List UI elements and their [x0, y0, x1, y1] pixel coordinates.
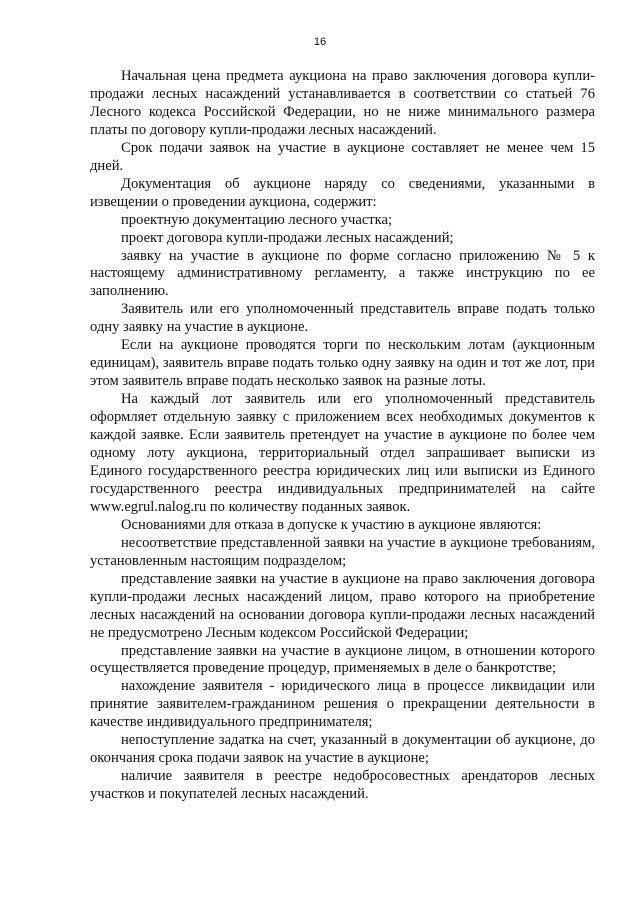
paragraph: На каждый лот заявитель или его уполномоченный представитель оформляет отдельную заявку с приложением всех необходимых документов к каждой заявке. Если заявитель претендует на участие в аукционе по более чем одному лоту аукциона, территориальный отдел запрашивает выписки из Единого государственного реестра юридических лиц или выписки из Единого государственного реестра индивидуальных предпринимателей на сайте www.egrul.nalog.ru по количеству поданных заявок.	[90, 391, 595, 515]
paragraph: Срок подачи заявок на участие в аукционе составляет не менее чем 15 дней.	[90, 139, 595, 174]
list-item: представление заявки на участие в аукционе лицом, в отношении которого осуществляется проведение процедур, применяемых в деле о банкротстве;	[90, 642, 595, 677]
list-item: проектную документацию лесного участка;	[121, 211, 393, 228]
list-item: проект договора купли-продажи лесных насаждений;	[121, 229, 454, 246]
list-item: заявку на участие в аукционе по форме согласно приложению № 5 к настоящему административному регламенту, а также инструкцию по ее заполнению.	[90, 247, 595, 300]
list-item: непоступление задатка на счет, указанный в документации об аукционе, до окончания срока подачи заявок на участие в аукционе;	[90, 732, 595, 767]
paragraph: Если на аукционе проводятся торги по нескольким лотам (аукционным единицам), заявитель вправе подать только одну заявку на один и тот же лот, при этом заявитель вправе подать несколько заявок на разные лоты.	[90, 337, 595, 390]
list-item: нахождение заявителя - юридического лица в процессе ликвидации или принятие заявителем-гражданином решения о прекращении деятельности в качестве индивидуального предпринимателя;	[90, 678, 595, 731]
paragraph: Основаниями для отказа в допуске к участию в аукционе являются:	[121, 516, 542, 533]
page-number: 16	[313, 36, 327, 48]
paragraph: Начальная цена предмета аукциона на право заключения договора купли-продажи лесных насаждений устанавливается в соответствии со статьей 76 Лесного кодекса Российской Федерации, но не ниже минимального размера платы по договору купли-продажи лесных насаждений.	[90, 68, 595, 138]
list-item: представление заявки на участие в аукционе на право заключения договора купли-продажи лесных насаждений лицом, право которого на приобретение лесных насаждений на основании договора купли-продажи лесных насаждений не предусмотрено Лесным кодексом Российской Федерации;	[90, 570, 595, 641]
list-item: несоответствие представленной заявки на участие в аукционе требованиям, установленным настоящим подразделом;	[90, 534, 595, 569]
paragraph: Заявитель или его уполномоченный представитель вправе подать только одну заявку на участие в аукционе.	[90, 301, 595, 336]
paragraph: Документация об аукционе наряду со сведениями, указанными в извещении о проведении аукциона, содержит:	[90, 175, 595, 210]
body-text	[90, 68, 595, 804]
list-item: наличие заявителя в реестре недобросовестных арендаторов лесных участков и покупателей лесных насаждений.	[90, 768, 595, 803]
